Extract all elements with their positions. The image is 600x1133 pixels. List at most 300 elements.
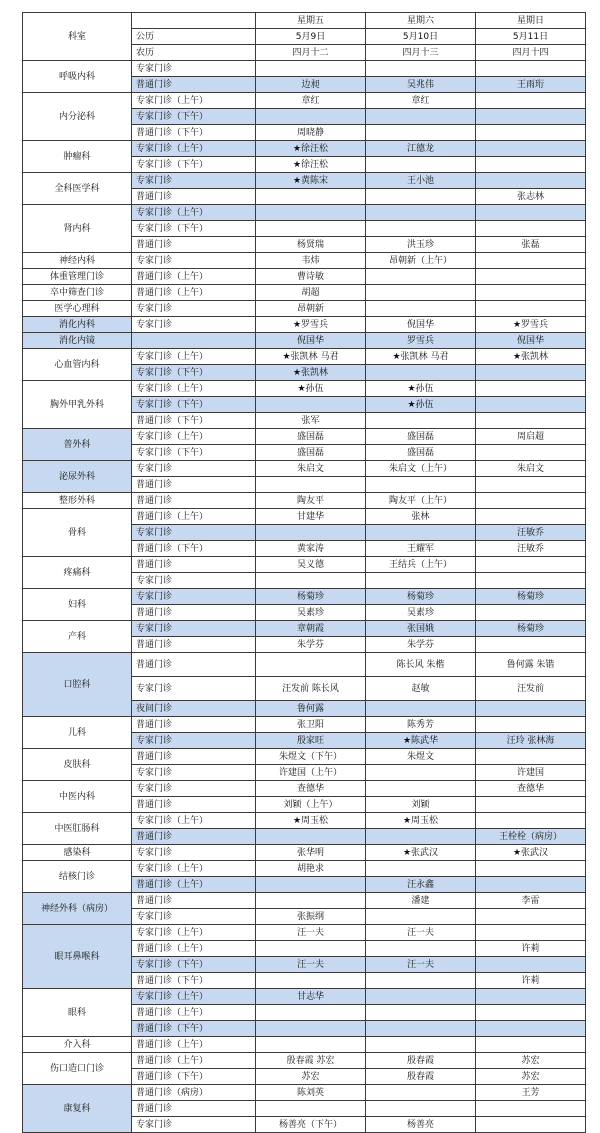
- doctor-cell-fri: ★黄陈宋: [256, 173, 366, 189]
- doctor-cell-fri: 张华明: [256, 845, 366, 861]
- doctor-cell-fri: 周晓静: [256, 125, 366, 141]
- doctor-cell-sun: [476, 445, 586, 461]
- doctor-cell-sun: [476, 93, 586, 109]
- schedule-row: [23, 813, 586, 829]
- doctor-cell-sat: [366, 829, 476, 845]
- date-sat: 5月10日: [366, 29, 476, 45]
- clinic-type: 专家门诊（下午）: [132, 397, 256, 413]
- doctor-cell-sat: 汪一夫: [366, 925, 476, 941]
- schedule-row: [23, 269, 586, 285]
- clinic-type: 普通门诊: [132, 797, 256, 813]
- doctor-cell-sat: 昂朝新（上午）: [366, 253, 476, 269]
- department-name: 介入科: [23, 1037, 132, 1053]
- clinic-type: 普通门诊（上午）: [132, 877, 256, 893]
- schedule-row: [23, 781, 586, 797]
- clinic-type: 普通门诊: [132, 1101, 256, 1117]
- doctor-cell-fri: 黄家涛: [256, 541, 366, 557]
- clinic-type: 专家门诊（下午）: [132, 157, 256, 173]
- schedule-row: [23, 749, 586, 765]
- doctor-cell-fri: [256, 109, 366, 125]
- lunar-sun: 四月十四: [476, 45, 586, 61]
- doctor-cell-sat: [366, 1021, 476, 1037]
- doctor-cell-sun: [476, 1005, 586, 1021]
- doctor-cell-sat: [366, 269, 476, 285]
- schedule-row: [23, 61, 586, 77]
- doctor-cell-fri: 张军: [256, 413, 366, 429]
- doctor-cell-sun: [476, 397, 586, 413]
- doctor-cell-fri: [256, 189, 366, 205]
- clinic-type: 专家门诊: [132, 317, 256, 333]
- doctor-cell-fri: [256, 573, 366, 589]
- doctor-cell-sun: ★张武汉: [476, 845, 586, 861]
- clinic-type: 专家门诊（上午）: [132, 205, 256, 221]
- doctor-cell-sun: 许莉: [476, 973, 586, 989]
- clinic-type: 专家门诊（下午）: [132, 221, 256, 237]
- doctor-cell-fri: [256, 1021, 366, 1037]
- doctor-cell-sat: [366, 1037, 476, 1053]
- clinic-type: 专家门诊（上午）: [132, 381, 256, 397]
- doctor-cell-sat: [366, 301, 476, 317]
- schedule-row: [23, 893, 586, 909]
- doctor-cell-sun: [476, 573, 586, 589]
- clinic-type: 普通门诊: [132, 477, 256, 493]
- doctor-cell-sun: [476, 413, 586, 429]
- doctor-cell-fri: [256, 397, 366, 413]
- department-name: 普外科: [23, 429, 132, 461]
- doctor-cell-fri: [256, 61, 366, 77]
- clinic-type: 专家门诊（上午）: [132, 141, 256, 157]
- header-row-weekday: [23, 13, 586, 29]
- doctor-cell-fri: 盛国磊: [256, 445, 366, 461]
- clinic-type: 普通门诊（上午）: [132, 269, 256, 285]
- doctor-cell-fri: 朱煜文（下午）: [256, 749, 366, 765]
- clinic-type: 普通门诊: [132, 637, 256, 653]
- doctor-cell-sat: [366, 1101, 476, 1117]
- lunar-sat: 四月十三: [366, 45, 476, 61]
- clinic-type: 普通门诊（上午）: [132, 941, 256, 957]
- doctor-cell-fri: ★孙伍: [256, 381, 366, 397]
- clinic-type: 专家门诊: [132, 589, 256, 605]
- doctor-cell-fri: 杨贤瑞: [256, 237, 366, 253]
- schedule-row: [23, 925, 586, 941]
- doctor-cell-sat: 殷春霞: [366, 1053, 476, 1069]
- doctor-cell-sun: [476, 957, 586, 973]
- clinic-type: 专家门诊: [132, 461, 256, 477]
- lunar-fri: 四月十二: [256, 45, 366, 61]
- doctor-cell-sun: [476, 909, 586, 925]
- department-name: 神经外科（病房）: [23, 893, 132, 925]
- department-name: 皮肤科: [23, 749, 132, 781]
- schedule-row: [23, 253, 586, 269]
- doctor-cell-sat: 洪玉珍: [366, 237, 476, 253]
- schedule-row: [23, 461, 586, 477]
- doctor-cell-sun: 杨菊珍: [476, 589, 586, 605]
- clinic-type: 普通门诊: [132, 893, 256, 909]
- doctor-cell-sat: [366, 125, 476, 141]
- doctor-cell-sun: [476, 61, 586, 77]
- schedule-row: [23, 717, 586, 733]
- doctor-cell-fri: ★周玉松: [256, 813, 366, 829]
- doctor-cell-sun: [476, 365, 586, 381]
- doctor-cell-fri: [256, 829, 366, 845]
- clinic-type: 普通门诊（上午）: [132, 1005, 256, 1021]
- doctor-cell-fri: 殷家旺: [256, 733, 366, 749]
- doctor-cell-sun: [476, 797, 586, 813]
- doctor-cell-sat: ★陈武华: [366, 733, 476, 749]
- doctor-cell-sat: [366, 941, 476, 957]
- nongli-label: 农历: [132, 45, 256, 61]
- doctor-cell-sat: [366, 189, 476, 205]
- department-name: 儿科: [23, 717, 132, 749]
- doctor-cell-fri: 韦炜: [256, 253, 366, 269]
- doctor-cell-fri: 陈刘英: [256, 1085, 366, 1101]
- doctor-cell-sun: [476, 125, 586, 141]
- doctor-cell-sun: 王雨珩: [476, 77, 586, 93]
- doctor-cell-sun: 许建国: [476, 765, 586, 781]
- doctor-cell-sat: 陈秀芳: [366, 717, 476, 733]
- department-name: 心血管内科: [23, 349, 132, 381]
- doctor-cell-sun: 王栓栓（病房）: [476, 829, 586, 845]
- department-name: 疼痛科: [23, 557, 132, 589]
- doctor-cell-fri: 曹诗敏: [256, 269, 366, 285]
- clinic-type: 普通门诊（下午）: [132, 973, 256, 989]
- doctor-cell-sat: 朱启文（上午）: [366, 461, 476, 477]
- doctor-cell-sun: 查德华: [476, 781, 586, 797]
- doctor-cell-sun: 杨菊珍: [476, 621, 586, 637]
- department-name: 中医内科: [23, 781, 132, 813]
- clinic-type: 普通门诊: [132, 237, 256, 253]
- doctor-cell-fri: 章朝霞: [256, 621, 366, 637]
- schedule-row: [23, 845, 586, 861]
- doctor-cell-sat: 盛国磊: [366, 445, 476, 461]
- doctor-cell-sun: [476, 285, 586, 301]
- doctor-cell-sat: 朱煜文: [366, 749, 476, 765]
- doctor-cell-sat: [366, 861, 476, 877]
- doctor-cell-sat: [366, 365, 476, 381]
- doctor-cell-sun: [476, 861, 586, 877]
- schedule-row: [23, 1053, 586, 1069]
- doctor-cell-sun: 汪敏乔: [476, 525, 586, 541]
- doctor-cell-sat: 王小池: [366, 173, 476, 189]
- doctor-cell-sun: 倪国华: [476, 333, 586, 349]
- doctor-cell-sun: [476, 717, 586, 733]
- doctor-cell-fri: 朱启文: [256, 461, 366, 477]
- clinic-type: 专家门诊（下午）: [132, 109, 256, 125]
- doctor-cell-fri: 刘颖（上午）: [256, 797, 366, 813]
- doctor-cell-fri: [256, 525, 366, 541]
- doctor-cell-fri: [256, 941, 366, 957]
- doctor-cell-sun: [476, 749, 586, 765]
- clinic-type: 专家门诊: [132, 845, 256, 861]
- schedule-row: [23, 589, 586, 605]
- doctor-cell-sat: [366, 157, 476, 173]
- department-name: 康复科: [23, 1085, 132, 1133]
- schedule-row: [23, 349, 586, 365]
- clinic-type: 专家门诊: [132, 765, 256, 781]
- department-name: 消化内镜: [23, 333, 132, 349]
- doctor-cell-sun: [476, 1117, 586, 1133]
- doctor-cell-sun: [476, 493, 586, 509]
- doctor-cell-sun: [476, 141, 586, 157]
- schedule-table: [22, 12, 586, 1133]
- doctor-cell-fri: 汪一夫: [256, 957, 366, 973]
- doctor-cell-fri: 查德华: [256, 781, 366, 797]
- doctor-cell-sun: ★罗雪兵: [476, 317, 586, 333]
- clinic-type: 专家门诊: [132, 1117, 256, 1133]
- doctor-cell-sun: [476, 109, 586, 125]
- doctor-cell-sat: 杨菊珍: [366, 589, 476, 605]
- doctor-cell-sun: 汪玲 张林海: [476, 733, 586, 749]
- doctor-cell-sat: 王结兵（上午）: [366, 557, 476, 573]
- header-blank: [132, 13, 256, 29]
- clinic-type: 夜间门诊: [132, 701, 256, 717]
- schedule-row: [23, 93, 586, 109]
- clinic-type: 专家门诊（上午）: [132, 989, 256, 1005]
- doctor-cell-sun: ★张凯林: [476, 349, 586, 365]
- doctor-cell-sun: [476, 1037, 586, 1053]
- doctor-cell-sun: 张磊: [476, 237, 586, 253]
- clinic-type: 普通门诊: [132, 749, 256, 765]
- doctor-cell-sat: [366, 781, 476, 797]
- clinic-type: 普通门诊（上午）: [132, 1037, 256, 1053]
- doctor-cell-fri: [256, 893, 366, 909]
- doctor-cell-sun: [476, 1021, 586, 1037]
- schedule-row: [23, 509, 586, 525]
- schedule-row: [23, 1037, 586, 1053]
- clinic-type: 专家门诊（上午）: [132, 813, 256, 829]
- clinic-type: 专家门诊: [132, 677, 256, 701]
- doctor-cell-sat: 张林: [366, 509, 476, 525]
- doctor-cell-sun: 鲁何露 朱锴: [476, 653, 586, 677]
- doctor-cell-sun: [476, 173, 586, 189]
- doctor-cell-fri: 张卫阳: [256, 717, 366, 733]
- department-name: 整形外科: [23, 493, 132, 509]
- clinic-type: 专家门诊（上午）: [132, 861, 256, 877]
- doctor-cell-sun: 李雷: [476, 893, 586, 909]
- doctor-cell-sun: [476, 253, 586, 269]
- doctor-cell-sun: 苏宏: [476, 1053, 586, 1069]
- clinic-type: 普通门诊: [132, 717, 256, 733]
- clinic-type: 专家门诊: [132, 909, 256, 925]
- doctor-cell-fri: [256, 973, 366, 989]
- schedule-row: [23, 285, 586, 301]
- doctor-cell-sun: 汪敏乔: [476, 541, 586, 557]
- clinic-type: 普通门诊（下午）: [132, 1021, 256, 1037]
- clinic-type: 专家门诊（下午）: [132, 445, 256, 461]
- doctor-cell-sat: [366, 765, 476, 781]
- weekday-sat: 星期六: [366, 13, 476, 29]
- date-sun: 5月11日: [476, 29, 586, 45]
- doctor-cell-sat: ★孙伍: [366, 381, 476, 397]
- doctor-cell-sun: 汪发前: [476, 677, 586, 701]
- doctor-cell-fri: 边昶: [256, 77, 366, 93]
- department-name: 内分泌科: [23, 93, 132, 141]
- department-name: 中医肛肠科: [23, 813, 132, 845]
- doctor-cell-sat: [366, 205, 476, 221]
- doctor-cell-sat: 吴兆伟: [366, 77, 476, 93]
- schedule-row: [23, 301, 586, 317]
- doctor-cell-sun: 张志林: [476, 189, 586, 205]
- doctor-cell-sat: [366, 61, 476, 77]
- doctor-cell-sat: [366, 909, 476, 925]
- clinic-type: 专家门诊（上午）: [132, 429, 256, 445]
- clinic-type: 专家门诊: [132, 253, 256, 269]
- clinic-type: 专家门诊: [132, 173, 256, 189]
- doctor-cell-sun: 朱启文: [476, 461, 586, 477]
- doctor-cell-fri: 甘志华: [256, 989, 366, 1005]
- weekday-fri: 星期五: [256, 13, 366, 29]
- doctor-cell-sat: [366, 701, 476, 717]
- doctor-cell-fri: ★徐汪松: [256, 157, 366, 173]
- doctor-cell-fri: [256, 1005, 366, 1021]
- doctor-cell-sun: [476, 477, 586, 493]
- doctor-cell-fri: 汪发前 陈长风: [256, 677, 366, 701]
- department-name: 妇科: [23, 589, 132, 621]
- doctor-cell-fri: 杨菊珍: [256, 589, 366, 605]
- doctor-cell-sun: [476, 637, 586, 653]
- department-name: 体重管理门诊: [23, 269, 132, 285]
- doctor-cell-sat: ★张武汉: [366, 845, 476, 861]
- clinic-type: 普通门诊（病房）: [132, 1085, 256, 1101]
- doctor-cell-fri: 杨善亮（下午）: [256, 1117, 366, 1133]
- doctor-cell-sat: [366, 973, 476, 989]
- clinic-type: 普通门诊（下午）: [132, 125, 256, 141]
- schedule-row: [23, 861, 586, 877]
- doctor-cell-sat: 江德龙: [366, 141, 476, 157]
- doctor-cell-fri: ★张凯林: [256, 365, 366, 381]
- clinic-type: 普通门诊: [132, 189, 256, 205]
- doctor-cell-sat: [366, 1085, 476, 1101]
- doctor-cell-sun: [476, 1101, 586, 1117]
- doctor-cell-sat: 汪一夫: [366, 957, 476, 973]
- doctor-cell-sun: [476, 813, 586, 829]
- doctor-cell-sun: [476, 989, 586, 1005]
- department-name: 呼吸内科: [23, 61, 132, 93]
- clinic-type: 普通门诊（下午）: [132, 541, 256, 557]
- doctor-cell-fri: ★徐汪松: [256, 141, 366, 157]
- schedule-row: [23, 205, 586, 221]
- clinic-type: 专家门诊（下午）: [132, 365, 256, 381]
- doctor-cell-sat: 刘颖: [366, 797, 476, 813]
- doctor-cell-fri: 胡艳求: [256, 861, 366, 877]
- department-name: 消化内科: [23, 317, 132, 333]
- schedule-row: [23, 557, 586, 573]
- doctor-cell-sat: [366, 477, 476, 493]
- clinic-type: 普通门诊: [132, 605, 256, 621]
- department-name: 胸外甲乳外科: [23, 381, 132, 429]
- clinic-type: 专家门诊: [132, 621, 256, 637]
- department-name: 骨科: [23, 509, 132, 557]
- clinic-type: 普通门诊（上午）: [132, 1053, 256, 1069]
- doctor-cell-fri: [256, 653, 366, 677]
- doctor-cell-sat: 罗雪兵: [366, 333, 476, 349]
- doctor-cell-sat: [366, 525, 476, 541]
- department-name: 全科医学科: [23, 173, 132, 205]
- doctor-cell-sat: [366, 109, 476, 125]
- doctor-cell-sat: 王耀军: [366, 541, 476, 557]
- clinic-type: 专家门诊: [132, 781, 256, 797]
- schedule-row: [23, 1085, 586, 1101]
- doctor-cell-fri: 苏宏: [256, 1069, 366, 1085]
- clinic-type: 专家门诊（上午）: [132, 93, 256, 109]
- schedule-row: [23, 493, 586, 509]
- doctor-cell-sun: [476, 381, 586, 397]
- doctor-cell-fri: 鲁何露: [256, 701, 366, 717]
- schedule-row: [23, 333, 586, 349]
- doctor-cell-sat: 张国娥: [366, 621, 476, 637]
- doctor-cell-sun: [476, 301, 586, 317]
- department-name: 肿瘤科: [23, 141, 132, 173]
- doctor-cell-fri: 汪一夫: [256, 925, 366, 941]
- department-name: 眼耳鼻喉科: [23, 925, 132, 989]
- clinic-type: 普通门诊（上午）: [132, 509, 256, 525]
- doctor-cell-fri: 昂朝新: [256, 301, 366, 317]
- weekday-sun: 星期日: [476, 13, 586, 29]
- doctor-cell-fri: [256, 205, 366, 221]
- clinic-type: [132, 333, 256, 349]
- doctor-cell-sat: [366, 285, 476, 301]
- doctor-cell-fri: [256, 221, 366, 237]
- doctor-cell-fri: 甘建华: [256, 509, 366, 525]
- clinic-type: 专家门诊: [132, 301, 256, 317]
- schedule-row: [23, 317, 586, 333]
- doctor-cell-sun: [476, 557, 586, 573]
- doctor-cell-sun: 许莉: [476, 941, 586, 957]
- department-name: 肾内科: [23, 205, 132, 253]
- doctor-cell-sat: 陈长风 朱楷: [366, 653, 476, 677]
- doctor-cell-fri: 胡超: [256, 285, 366, 301]
- doctor-cell-sun: [476, 269, 586, 285]
- doctor-cell-sat: [366, 989, 476, 1005]
- clinic-type: 普通门诊: [132, 829, 256, 845]
- department-name: 卒中筛查门诊: [23, 285, 132, 301]
- doctor-cell-fri: [256, 1101, 366, 1117]
- doctor-cell-fri: 许建国（上午）: [256, 765, 366, 781]
- clinic-type: 专家门诊: [132, 573, 256, 589]
- doctor-cell-fri: 盛国磊: [256, 429, 366, 445]
- department-name: 产科: [23, 621, 132, 653]
- date-fri: 5月9日: [256, 29, 366, 45]
- clinic-type: 普通门诊: [132, 557, 256, 573]
- doctor-cell-sat: 潘建: [366, 893, 476, 909]
- schedule-row: [23, 429, 586, 445]
- doctor-cell-sun: [476, 925, 586, 941]
- doctor-cell-fri: [256, 877, 366, 893]
- doctor-cell-sat: ★周玉松: [366, 813, 476, 829]
- doctor-cell-sat: ★张凯林 马君: [366, 349, 476, 365]
- doctor-cell-fri: 朱学芬: [256, 637, 366, 653]
- clinic-type: 普通门诊（上午）: [132, 285, 256, 301]
- doctor-cell-fri: [256, 1037, 366, 1053]
- doctor-cell-sun: [476, 877, 586, 893]
- clinic-type: 专家门诊（上午）: [132, 349, 256, 365]
- schedule-row: [23, 653, 586, 677]
- doctor-cell-fri: 倪国华: [256, 333, 366, 349]
- doctor-cell-sun: [476, 205, 586, 221]
- doctor-cell-sun: 王芳: [476, 1085, 586, 1101]
- schedule-row: [23, 621, 586, 637]
- doctor-cell-sat: 陶友平（上午）: [366, 493, 476, 509]
- doctor-cell-sat: [366, 1005, 476, 1021]
- doctor-cell-sun: [476, 605, 586, 621]
- doctor-cell-fri: ★张凯林 马君: [256, 349, 366, 365]
- doctor-cell-fri: 吴义德: [256, 557, 366, 573]
- department-name: 口腔科: [23, 653, 132, 717]
- doctor-cell-sat: [366, 221, 476, 237]
- clinic-type: 普通门诊: [132, 493, 256, 509]
- doctor-cell-sat: 吴素珍: [366, 605, 476, 621]
- doctor-cell-sat: 汪永鑫: [366, 877, 476, 893]
